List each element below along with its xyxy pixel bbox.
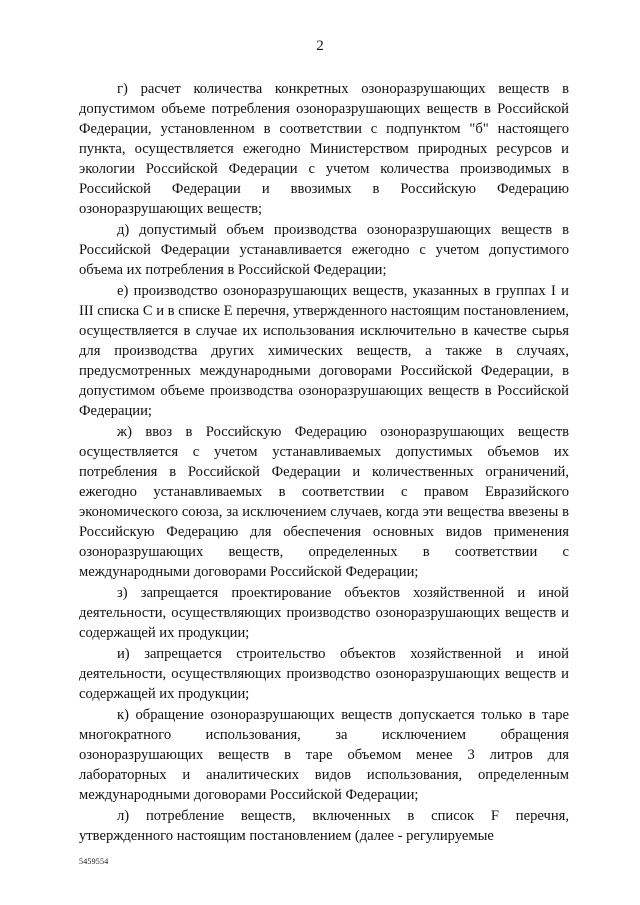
paragraph-zh: ж) ввоз в Российскую Федерацию озоноразрушающих веществ осуществляется с учетом устанавливаемых допустимых объемов их потребления в Российской Федерации и количественных ограничений, ежегодно устанавливаемых в соответствии с правом Евразийского экономического союза, за исключением случаев, когда эти вещества ввезены в Российскую Федерацию для обеспечения основных видов применения озоноразрушающих веществ, определенных в соответствии с международными договорами Российской Федерации; bbox=[79, 424, 569, 580]
paragraph-d: д) допустимый объем производства озоноразрушающих веществ в Российской Федерации устанавливается ежегодно с учетом допустимого объема их потребления в Российской Федерации; bbox=[79, 222, 569, 278]
paragraph-i: и) запрещается строительство объектов хозяйственной и иной деятельности, осуществляющих производство озоноразрушающих веществ и содержащей их продукции; bbox=[79, 646, 569, 702]
page-number: 2 bbox=[316, 38, 324, 54]
paragraph-g: г) расчет количества конкретных озоноразрушающих веществ в допустимом объеме потребления озоноразрушающих веществ в Российской Федерации, установленном в соответствии с подпунктом "б" настоящего пункта, осуществляется ежегодно Министерством природных ресурсов и экологии Российской Федерации с учетом количества производимых в Российской Федерации и ввозимых в Российскую Федерацию озоноразрушающих веществ; bbox=[79, 81, 569, 217]
paragraph-l: л) потребление веществ, включенных в список F перечня, утвержденного настоящим постановлением (далее - регулируемые bbox=[79, 808, 569, 844]
document-code: 5459554 bbox=[79, 857, 109, 866]
paragraph-z: з) запрещается проектирование объектов хозяйственной и иной деятельности, осуществляющих производство озоноразрушающих веществ и содержащей их продукции; bbox=[79, 585, 569, 641]
document-body bbox=[79, 79, 569, 847]
paragraph-e: е) производство озоноразрушающих веществ, указанных в группах I и III списка С и в списке Е перечня, утвержденного настоящим постановлением, осуществляется в случае их использования исключительно в качестве сырья для производства других химических веществ, а также в случаях, предусмотренных международными договорами Российской Федерации, в допустимом объеме производства озоноразрушающих веществ в Российской Федерации; bbox=[79, 283, 569, 419]
paragraph-k: к) обращение озоноразрушающих веществ допускается только в таре многократного использования, за исключением обращения озоноразрушающих веществ в таре объемом менее 3 литров для лабораторных и аналитических видов использования, определенным международными договорами Российской Федерации; bbox=[79, 707, 569, 803]
